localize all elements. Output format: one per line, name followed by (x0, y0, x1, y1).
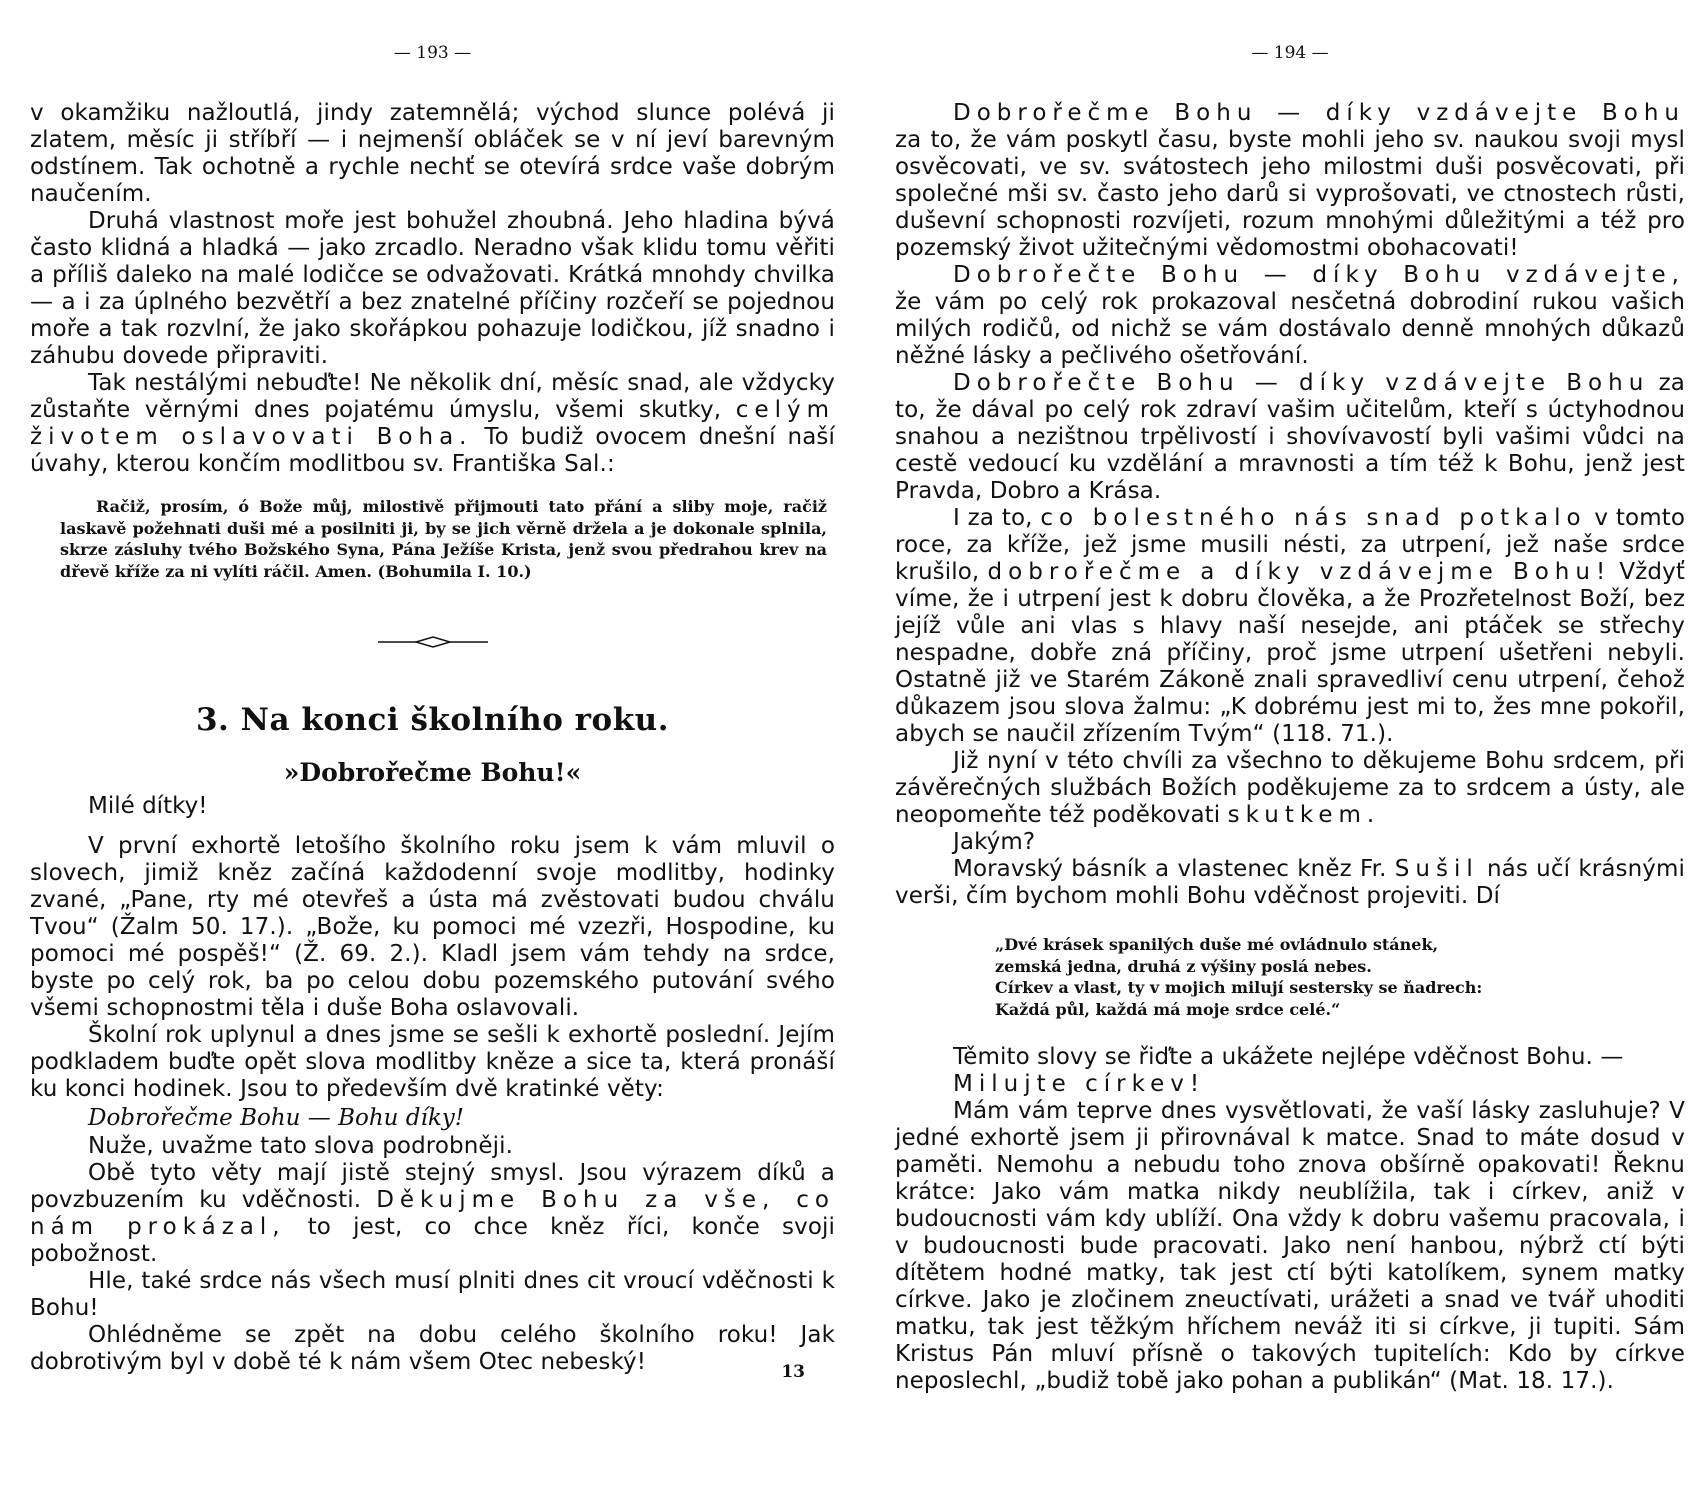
poem-quote (995, 934, 1685, 1020)
steadfast-text-start: Tak nestálými nebuďte! Ne několik dní, měsíc snad, ale vždycky zůstaňte věrnými dnes pojatému úmyslu, všemi skutky, (30, 370, 835, 423)
meaning-text-end: to jest, co chce kněz říci, konče svoji pobožnost. (30, 1214, 835, 1267)
poet-end: nás učí krásnými verši, čím bychom mohli Bohu vděčnost projeviti. Dí (895, 856, 1685, 909)
page-number-193: — 193 — (393, 43, 472, 63)
left-page-body (30, 100, 835, 1376)
steadfast-text-end: To budiž ovocem dnešní naší úvahy, kterou končím modlitbou sv. Františka Sal.: (30, 424, 835, 477)
paragraph-first-exhortation: V první exhortě letošího školního roku jsem k vám mluvil o slovech, jimiž kněz začíná každodenní svoje modlitby, hodinky zvané, „Pane, rty mé otevřeš a ústa má zvěstovati budou chválu Tvou“ (Žalm 50. 17.). „Bože, ku pomoci mé vzezři, Hospodine, ku pomoci mé pospěš!“ (Ž. 69. 2.). Kladl jsem vám tehdy na srdce, byste po celý rok, ba po celou dobu pozemského putování svého všemi schopnostmi těla i duše Boha oslavovali. (30, 833, 835, 1021)
prayer-text: Račiž, prosím, ó Bože můj, milostivě přijmouti tato přání a sliby moje, račiž laskavě požehnati duši mé a posilniti ji, by se jich věrně držela a je dokonale splnila, skrze zásluhy tvého Božského Syna, Pána Ježíše Krista, jenž svou předrahou krev na dřevě kříže za ni vylíti ráčil. Amen. (Bohumila I. 10.) (60, 497, 827, 581)
poet-start: Moravský básník a vlastenec kněz Fr. (953, 856, 1387, 882)
paragraph-poet (895, 856, 1685, 910)
paragraph-bless-2 (895, 262, 1685, 370)
suffering-mid: v tomto roce, za kříže, jež jsme musili nésti, za utrpení, jež naše srdce krušilo, (895, 505, 1685, 585)
suffering-start: I za to, (953, 505, 1033, 531)
paragraph-church-mother: Mám vám teprve dnes vysvětlovati, že vaší lásky zasluhuje? V jedné exhortě jsem ji přirovnával k matce. Snad to máte dosud v paměti. Nemohu a nebudu toho znova obšírně opakovati! Řeknu krátce: Jako vám matka nikdy neublížila, tak i církev, aniž v budoucnosti vám kdy ublíží. Ona vždy k dobru vašemu pracovala, i v budoucnosti bude pracovati. Jako není hanbou, nýbrž ctí býti dítětem hodné matky, tak jest ctí býti katolíkem, synem matky církve. Jako je zločinem zneuctívati, urážeti a snad ve tvář uhoditi matku, tak jest těžkým hříchem neváž iti si církve, ji tupiti. Sám Kristus Pán mluví přísně o takových tupitelích: Kdo by církve neposlechl, „budiž tobě jako pohan a publikán“ (Mat. 18. 17.). (895, 1098, 1685, 1394)
thanks-now-text: Již nyní v této chvíli za všechno to děkujeme Bohu srdcem, při závěrečných službách Božích poděkujeme za to srdcem a ústy, ale neopomeňte též poděkovati (895, 748, 1685, 828)
bless-3-text: za to, že dával po celý rok zdraví vašim učitelům, kteří s úctyhodnou snahou a nezištnou trpělivostí i shovívavostí byli vašimi vůdci na cestě vedoucí ku vzdělání a mravnosti a tím též k Bohu, jenž jest Pravda, Dobro a Krása. (895, 370, 1685, 504)
section-heading: 3. Na konci školního roku. (195, 702, 670, 738)
paragraph-bless-3 (895, 370, 1685, 505)
section-subheading: »Dobrořečme Bohu!« (283, 758, 582, 787)
paragraph-sea-colors: v okamžiku nažloutlá, jindy zatemnělá; východ slunce polévá ji zlatem, měsíc ji stříbří — i nejmenší obláček se v ní jeví barevným odstínem. Tak ochotně a rychle nechť se otevírá srdce vaše dobrým naučením. (30, 100, 835, 207)
paragraph-school-year: Školní rok uplynul a dnes jsme se sešli k exhortě poslední. Jejím podkladem buďte opět slova modlitby kněze a sice ta, která pronáší ku konci hodinek. Jsou to především dvě kratinké věty: (30, 1022, 835, 1102)
prayer-block (60, 496, 827, 582)
bless-3-spaced: Dobrořečte Bohu — díky vzdávejte Bohu (953, 370, 1650, 396)
paragraph-meaning (30, 1160, 835, 1268)
paragraph-steadfast (30, 370, 835, 478)
steadfast-spaced: celým životem oslavovati Boha. (30, 397, 835, 450)
paragraph-bless-1 (895, 100, 1685, 262)
bless-1-text: za to, že vám poskytl času, byste mohli jeho sv. naukou svoji mysl osvěcovati, ve sv. svátostech jeho milostmi duši posvěcovati, při společné mši sv. často jeho darů si vyprošovati, ve ctnostech růsti, duševní schopnosti rozvíjeti, rozum mnohými důležitými a též pro pozemský život užitečnými vědomostmi obohacovati! (895, 127, 1685, 261)
paragraph-look-back: Ohlédněme se zpět na dobu celého školního roku! Jak dobrotivým byl v době té k nám všem Otec nebeský! (30, 1322, 835, 1375)
paragraph-love-church (895, 1044, 1685, 1098)
bless-1-spaced: Dobrořečme Bohu — díky vzdávejte Bohu (953, 100, 1685, 126)
suffering-end: Vždyť víme, že i utrpení jest k dobru člověka, a že Prozřetelnost Boží, bez jejíž vůle ani vlas s hlavy naší nesejde, ani ptáček se střechy nespadne, dobře zná příčiny, proč jsme utrpení ušetřeni nebyli. Ostatně již ve Starém Zákoně znali spravedliví cenu utrpení, čehož důkazem jsou slova žalmu: „K dobrému jest mi to, žes mne pokořil, abych se naučil zřízením Tvým“ (118. 71.). (895, 559, 1685, 747)
ornament-divider-icon (378, 634, 488, 650)
paragraph-suffering (895, 505, 1685, 748)
paragraph-thanks-now (895, 748, 1685, 829)
love-church-spaced: Milujte církev! (953, 1071, 1206, 1097)
suffering-spaced-1: co bolestného nás snad potkalo (1040, 505, 1587, 531)
poem-line: Církev a vlast, ty v mojich milují sestersky se ňadrech: (995, 978, 1483, 997)
paragraph-consider: Nuže, uvažme tato slova podrobněji. (88, 1133, 514, 1159)
page-number-194: — 194 — (1251, 43, 1329, 63)
love-church-text: Těmito slovy se řiďte a ukážete nejlépe vděčnost Bohu. — (953, 1044, 1624, 1070)
bless-2-spaced: Dobrořečte Bohu — díky Bohu vzdávejte, (953, 262, 1685, 288)
bless-2-text: že vám po celý rok prokazoval nesčetná dobrodiní rukou vašich milých rodičů, od nichž se vám dostávalo denně mnohých důkazů něžné lásky a pečlivého ošetřování. (895, 289, 1685, 369)
poem-line: Každá půl, každá má moje srdce celé.“ (995, 999, 1341, 1019)
signature-mark: 13 (781, 1362, 805, 1382)
paragraph-how: Jakým? (953, 829, 1036, 855)
paragraph-sea-danger: Druhá vlastnost moře jest bohužel zhoubná. Jeho hladina bývá často klidná a hladká — jako zrcadlo. Neradno však klidu tomu věřiti a příliš daleko na malé lodičce se odvažovati. Krátká mnohdy chvilka — a i za úplného bezvětří a bez znatelné příčiny rozčeří se pojednou moře a tak rozvlní, že jako skořápkou pohazuje lodičkou, jíž snadno i záhubu dovede připraviti. (30, 208, 835, 369)
thanks-now-spaced: skutkem. (1227, 802, 1381, 828)
suffering-spaced-2: dobrořečme a díky vzdávejme Bohu! (987, 559, 1612, 585)
paragraph-hearts: Hle, také srdce nás všech musí plniti dnes cit vroucí vděčnosti k Bohu! (30, 1268, 835, 1321)
italic-prayer-line: Dobrořečme Bohu — Bohu díky! (88, 1105, 465, 1131)
right-page (895, 0, 1685, 1500)
poem-line: zemská jedna, druhá z výšiny poslá nebes. (995, 956, 1372, 976)
left-page (30, 0, 835, 1500)
greeting: Milé dítky! (88, 793, 208, 819)
meaning-spaced: Děkujme Bohu za vše, co nám prokázal, (30, 1187, 835, 1240)
poet-name-spaced: Sušil (1394, 856, 1479, 882)
meaning-text-start: Obě tyto věty mají jistě stejný smysl. Jsou výrazem díků a povzbuzením ku vděčnosti. (30, 1160, 835, 1213)
poem-line: „Dvé krásek spanilých duše mé ovládnulo stánek, (995, 935, 1439, 954)
right-page-body (895, 100, 1685, 1395)
